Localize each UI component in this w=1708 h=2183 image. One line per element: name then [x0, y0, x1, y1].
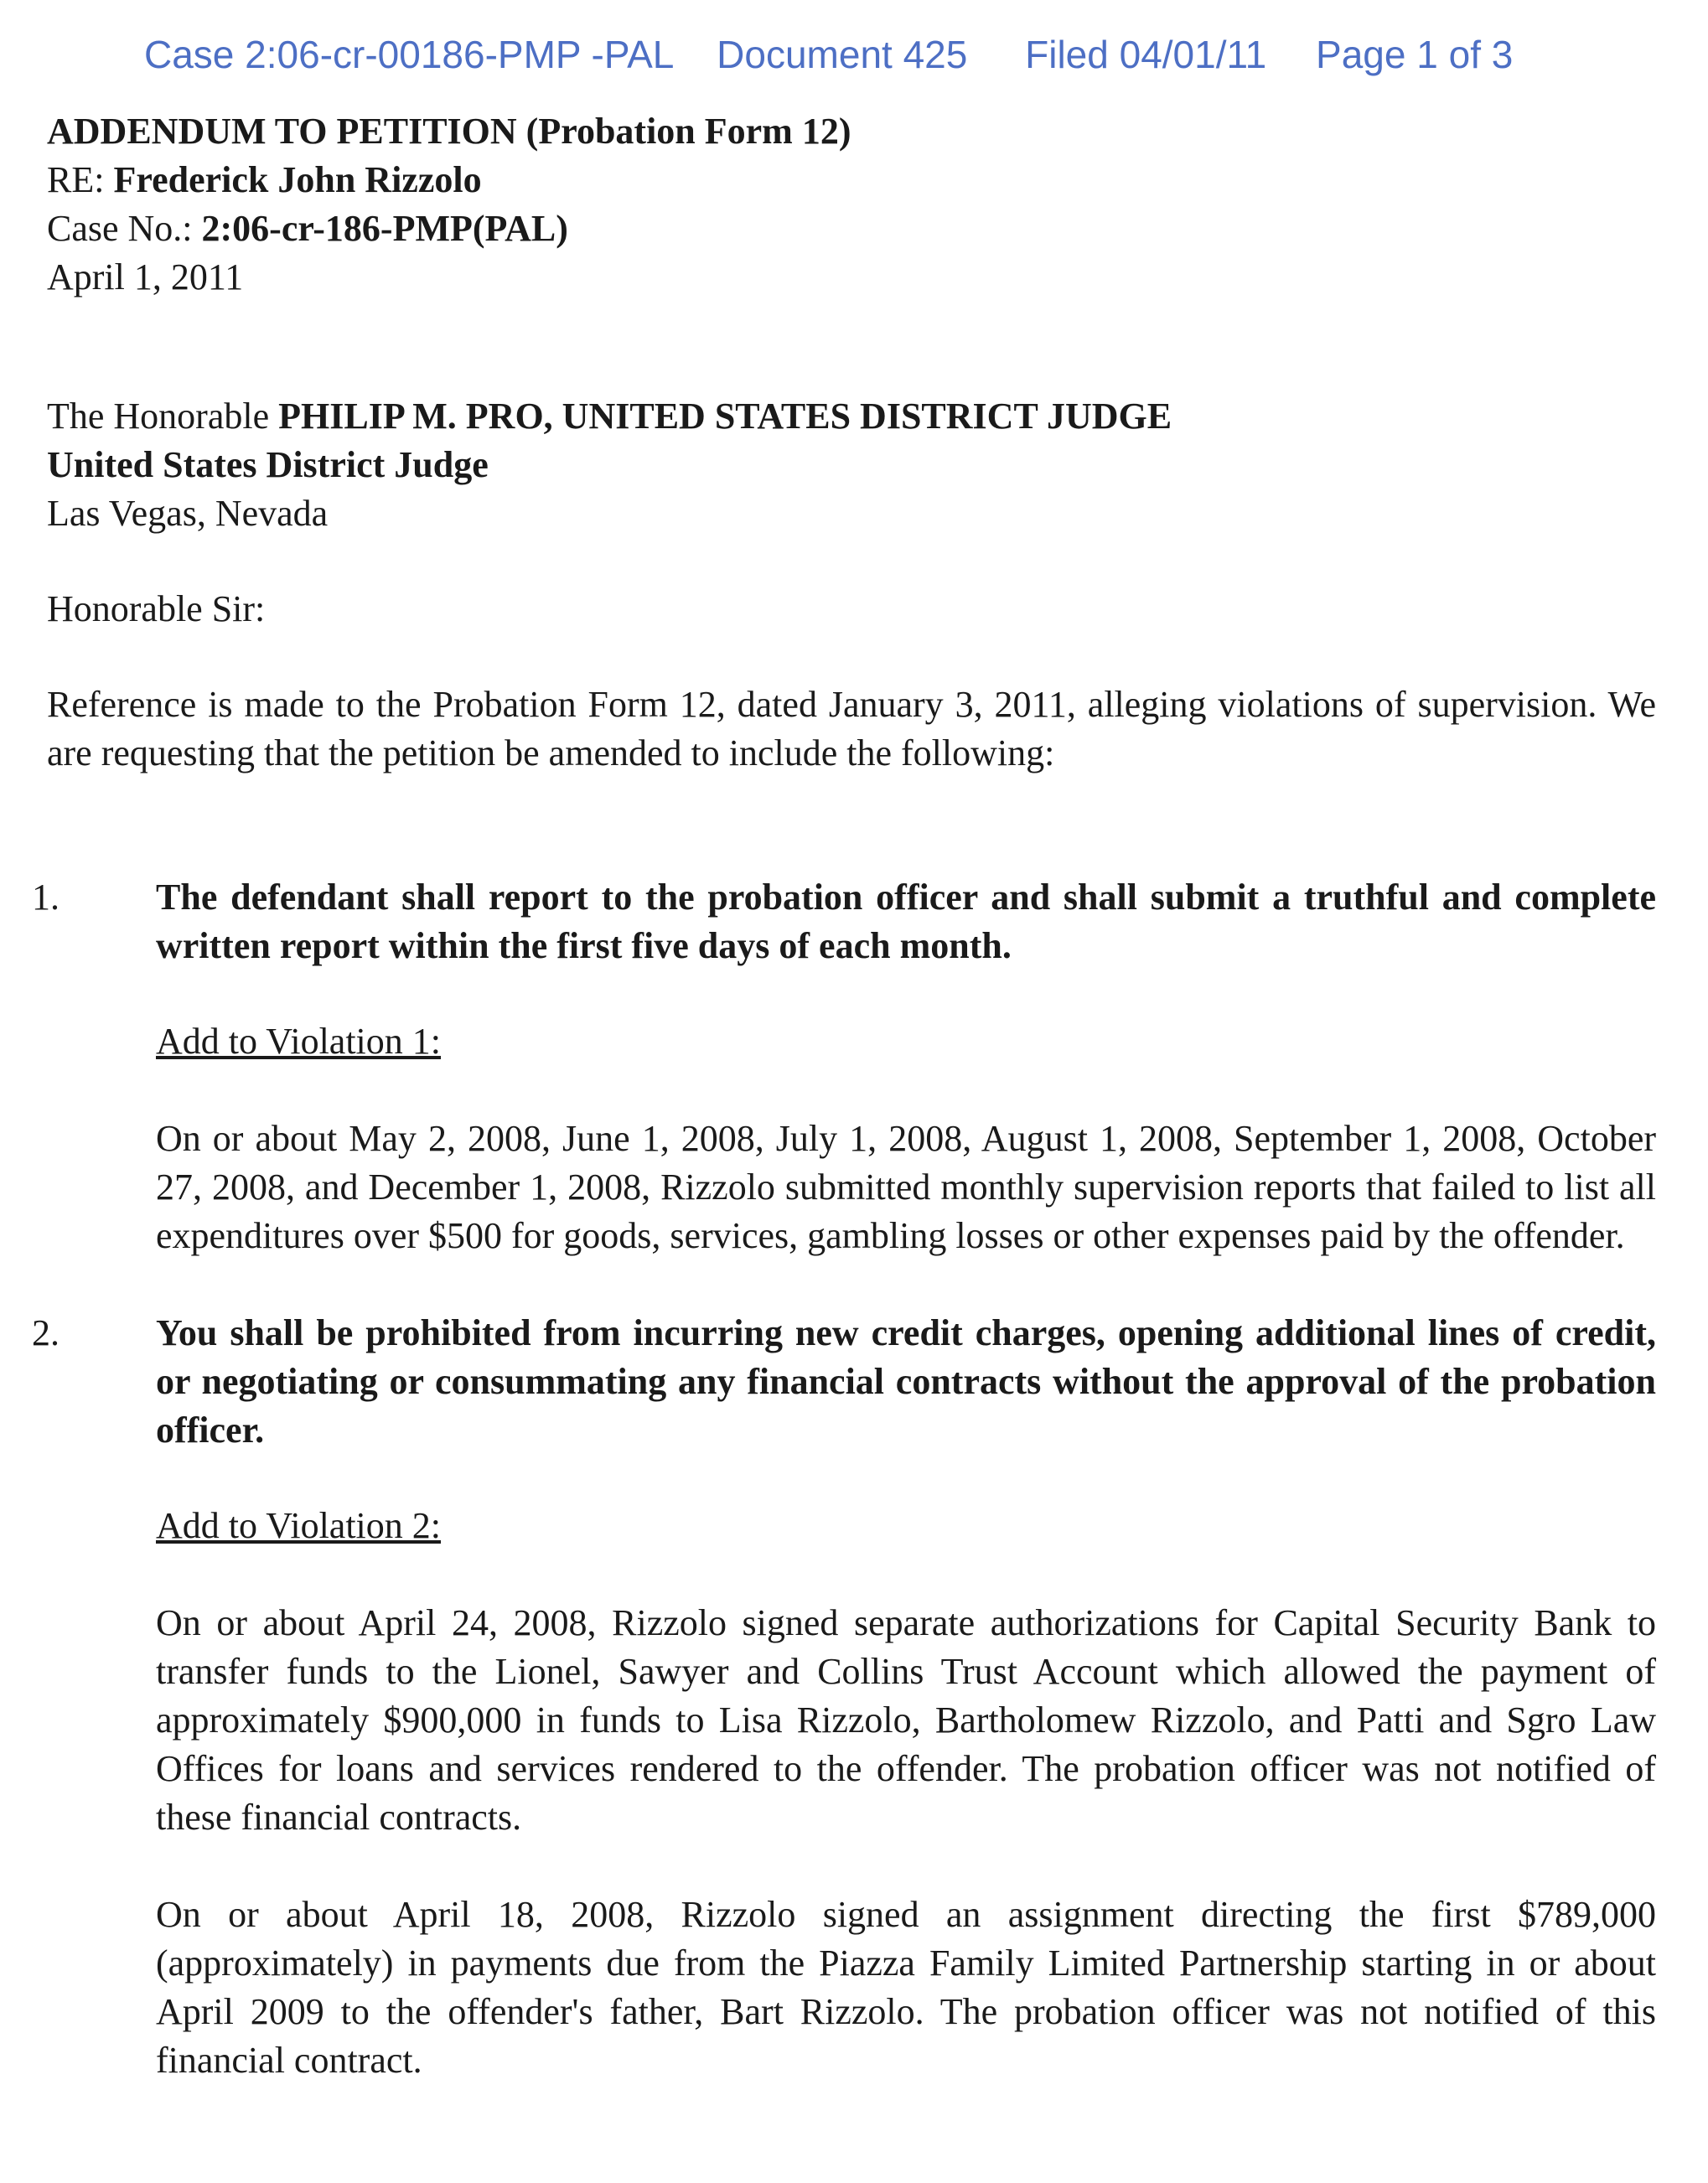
violation-paragraph: On or about April 18, 2008, Rizzolo signed an assignment directing the first $789,000 (approximately) in payments due from the Piazza Family Limited Partnership starting in or about April 2009 to the offender's father, Bart Rizzolo. The probation officer was not notified of this financial contract.	[156, 1894, 1656, 2081]
stamp-case-number: Case 2:06-cr-00186-PMP -PAL	[144, 33, 675, 76]
document-date: April 1, 2011	[47, 256, 244, 297]
court-filing-stamp	[144, 32, 1513, 77]
addressee-prefix: The Honorable	[47, 396, 279, 437]
addressee-block	[47, 392, 1656, 538]
condition-item	[32, 873, 1656, 970]
case-number: 2:06-cr-186-PMP(PAL)	[201, 208, 568, 249]
condition-item	[32, 1309, 1656, 1455]
addressee-line	[47, 392, 1656, 441]
case-number-label: Case No.:	[47, 208, 202, 249]
addressee-location: Las Vegas, Nevada	[47, 493, 329, 534]
addressee-title: United States District Judge	[47, 444, 489, 485]
violation-paragraph: On or about April 24, 2008, Rizzolo signed separate authorizations for Capital Security Bank to transfer funds to the Lionel, Sawyer and Collins Trust Account which allowed the payment of approximately $900,000 in funds to Lisa Rizzolo, Bartholomew Rizzolo, and Patti and Sgro Law Offices for loans and services rendered to the offender. The probation officer was not notified of these financial contracts.	[156, 1602, 1656, 1838]
salutation: Honorable Sir:	[47, 588, 266, 629]
stamp-filed-date: Filed 04/01/11	[1025, 33, 1267, 76]
condition-text: You shall be prohibited from incurring new credit charges, opening additional lines of credit, or negotiating or consummating any financial contracts without the approval of the probation officer.	[156, 1312, 1656, 1451]
document-title: ADDENDUM TO PETITION (Probation Form 12)	[47, 111, 851, 152]
document-body	[32, 107, 1656, 2085]
intro-paragraph: Reference is made to the Probation Form 12, dated January 3, 2011, alleging violations of supervision. We are requesting that the petition be amended to include the following:	[47, 684, 1656, 773]
stamp-document-number: Document 425	[717, 33, 968, 76]
re-line	[47, 156, 1656, 204]
condition-text: The defendant shall report to the probation officer and shall submit a truthful and complete written report within the first five days of each month.	[156, 877, 1656, 966]
violation-paragraph: On or about May 2, 2008, June 1, 2008, July 1, 2008, August 1, 2008, September 1, 2008, October 27, 2008, and December 1, 2008, Rizzolo submitted monthly supervision reports that failed to list all expenditures over $500 for goods, services, gambling losses or other expenses paid by the offender.	[156, 1118, 1656, 1256]
condition-number: 2.	[32, 1312, 60, 1353]
condition-number: 1.	[32, 877, 60, 918]
defendant-name: Frederick John Rizzolo	[113, 159, 482, 200]
case-number-line	[47, 204, 1656, 253]
re-label: RE:	[47, 159, 114, 200]
violation-heading: Add to Violation 1:	[156, 1021, 441, 1062]
violation-heading: Add to Violation 2:	[156, 1505, 441, 1546]
stamp-page-number: Page 1 of 3	[1316, 33, 1514, 76]
document-heading	[47, 107, 1656, 302]
addressee-name: PHILIP M. PRO, UNITED STATES DISTRICT JUDGE	[278, 396, 1172, 437]
